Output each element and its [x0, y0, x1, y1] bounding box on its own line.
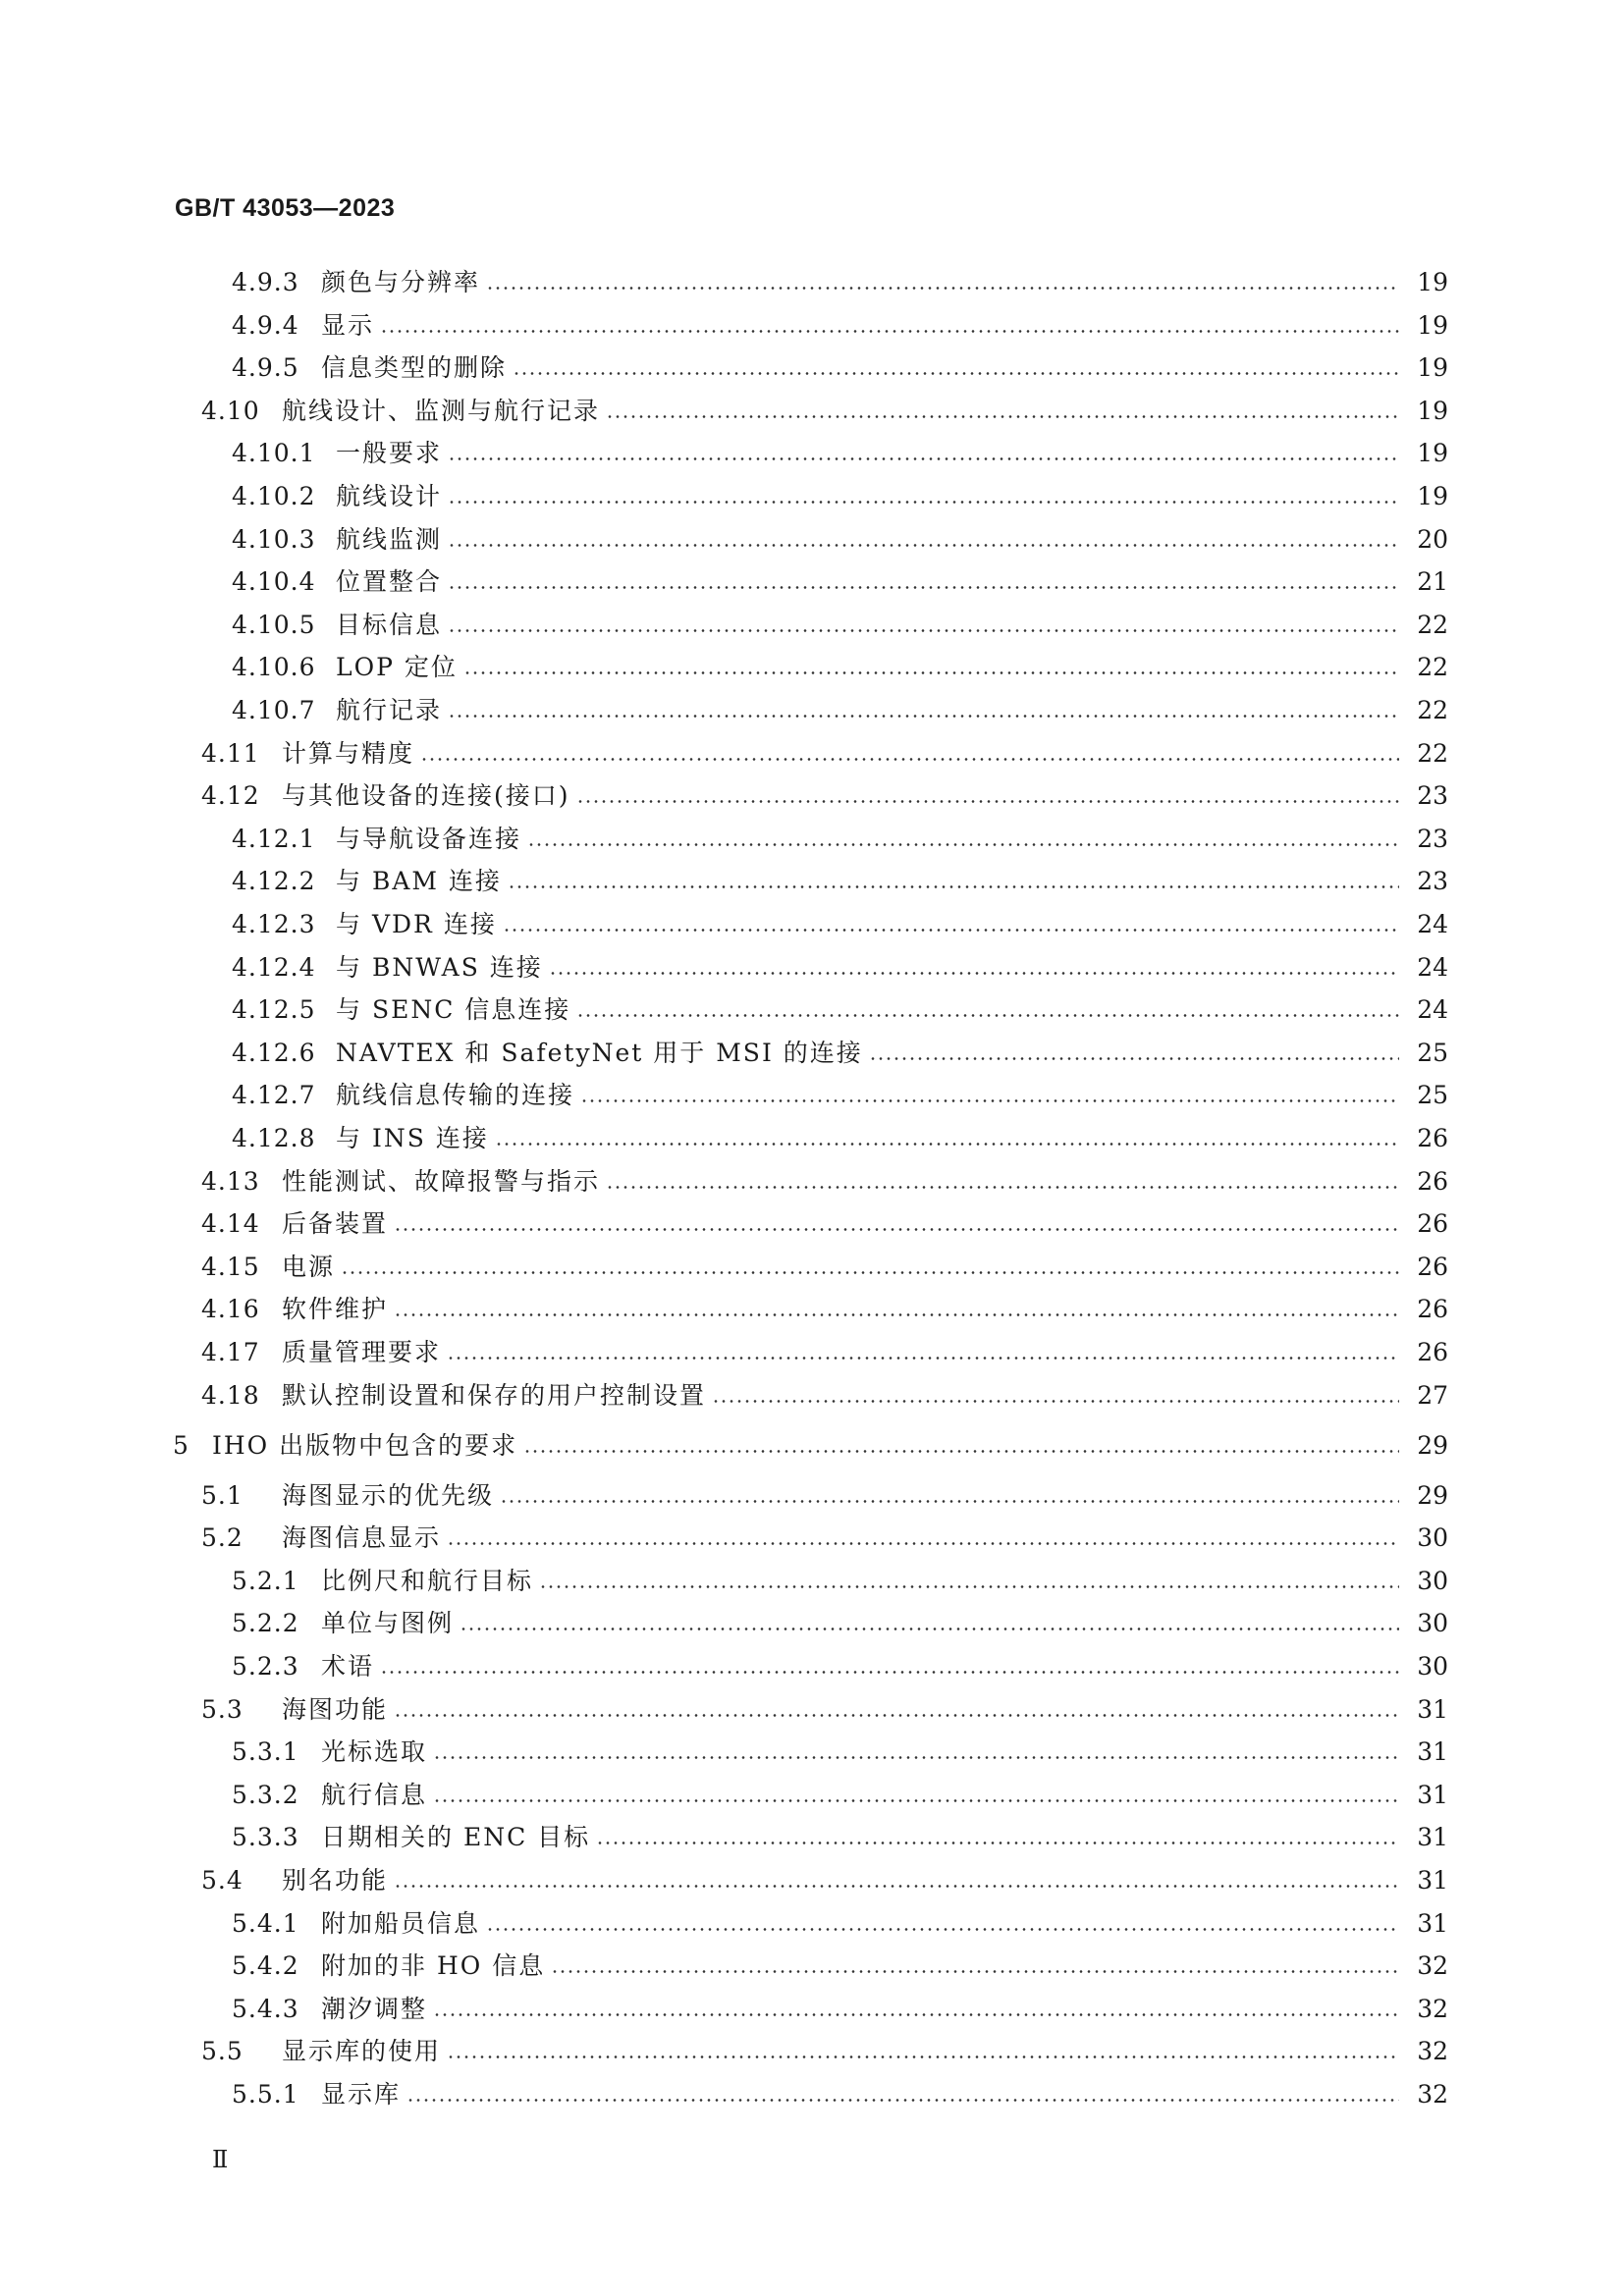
dot-leader — [463, 648, 1405, 687]
toc-entry-page: 25 — [1417, 1081, 1448, 1110]
toc-entry-page: 32 — [1417, 1951, 1448, 1981]
toc-entry-page: 32 — [1417, 2080, 1448, 2109]
toc-entry-page: 19 — [1417, 396, 1448, 425]
toc-entry-number: 4.10.7 — [232, 696, 316, 724]
dot-leader — [869, 1034, 1405, 1073]
toc-entry[interactable] — [0, 2075, 1624, 2114]
toc-entry-title: IHO 出版物中包含的要求 — [212, 1430, 518, 1460]
toc-entry-number: 4.12.4 — [232, 952, 316, 982]
toc-entry-title: 显示库 — [321, 2080, 402, 2109]
toc-entry-title: 潮汐调整 — [321, 1994, 428, 2023]
toc-entry-page: 31 — [1417, 1737, 1448, 1767]
toc-entry-number: 5 — [173, 1430, 189, 1460]
toc-entry-page: 31 — [1417, 1823, 1448, 1852]
toc-entry[interactable] — [0, 1076, 1624, 1115]
toc-entry[interactable] — [0, 520, 1624, 560]
toc-entry-page: 31 — [1417, 1908, 1448, 1938]
toc-entry-page: 30 — [1417, 1652, 1448, 1681]
dot-leader — [606, 392, 1405, 431]
toc-entry[interactable] — [0, 1690, 1624, 1730]
toc-entry-number: 5.3.2 — [232, 1780, 299, 1809]
toc-entry-title: 与其他设备的连接(接口) — [282, 781, 570, 811]
toc-entry-title: 位置整合 — [336, 567, 443, 597]
toc-entry-title: 性能测试、故障报警与指示 — [282, 1166, 601, 1196]
toc-entry[interactable] — [0, 2032, 1624, 2071]
toc-entry[interactable] — [0, 1204, 1624, 1244]
toc-entry-number: 5.3.3 — [232, 1823, 299, 1852]
toc-entry[interactable] — [0, 1162, 1624, 1201]
toc-entry-page: 26 — [1417, 1295, 1448, 1324]
toc-entry[interactable] — [0, 1119, 1624, 1158]
toc-entry-number: 4.10.5 — [232, 610, 316, 639]
toc-entry-page: 30 — [1417, 1566, 1448, 1595]
toc-entry-title: 颜色与分辨率 — [321, 268, 481, 296]
toc-entry-title: 与 INS 连接 — [336, 1124, 489, 1152]
toc-entry-page: 24 — [1417, 910, 1448, 938]
dot-leader — [420, 734, 1405, 774]
toc-entry-title: 与 BNWAS 连接 — [336, 952, 543, 982]
toc-entry-number: 5.2.2 — [232, 1609, 299, 1638]
toc-entry-number: 4.9.5 — [232, 353, 299, 383]
toc-entry-title: NAVTEX 和 SafetyNet 用于 MSI 的连接 — [336, 1038, 863, 1067]
document-id: GB/T 43053—2023 — [175, 194, 396, 222]
dot-leader — [380, 306, 1405, 346]
toc-entry-number: 4.18 — [201, 1380, 260, 1410]
toc-entry-title: 默认控制设置和保存的用户控制设置 — [282, 1380, 707, 1410]
dot-leader — [712, 1376, 1405, 1415]
toc-entry-page: 30 — [1417, 1609, 1448, 1638]
dot-leader — [433, 1776, 1405, 1815]
toc-entry-page: 19 — [1417, 310, 1448, 340]
dot-leader — [486, 263, 1405, 302]
dot-leader — [341, 1248, 1405, 1287]
toc-entry[interactable] — [0, 434, 1624, 473]
toc-entry-page: 22 — [1417, 738, 1448, 768]
toc-entry-number: 4.10 — [201, 396, 260, 425]
toc-entry-page: 23 — [1417, 781, 1448, 811]
toc-entry-title: 信息类型的删除 — [321, 353, 508, 383]
dot-leader — [394, 1290, 1405, 1329]
toc-entry[interactable] — [0, 648, 1624, 687]
dot-leader — [448, 606, 1405, 645]
toc-entry-number: 5.4.1 — [232, 1908, 299, 1938]
toc-entry-page: 31 — [1417, 1866, 1448, 1895]
toc-entry-number: 5.3.1 — [232, 1737, 299, 1767]
toc-entry-number: 4.15 — [201, 1252, 260, 1281]
dot-leader — [500, 1476, 1405, 1516]
toc-entry-number: 4.12.7 — [232, 1081, 316, 1110]
toc-entry-page: 22 — [1417, 610, 1448, 639]
toc-entry-number: 4.14 — [201, 1209, 260, 1239]
toc-entry[interactable] — [0, 1248, 1624, 1287]
toc-entry[interactable] — [0, 820, 1624, 859]
toc-entry-number: 4.9.4 — [232, 310, 299, 340]
toc-entry[interactable] — [0, 1947, 1624, 1986]
toc-entry-page: 19 — [1417, 268, 1448, 296]
toc-entry[interactable] — [0, 1562, 1624, 1601]
toc-entry-title: 航行记录 — [336, 696, 443, 724]
toc-entry[interactable] — [0, 1776, 1624, 1815]
dot-leader — [576, 990, 1405, 1030]
dot-leader — [406, 2075, 1405, 2114]
toc-entry-title: 质量管理要求 — [282, 1338, 442, 1366]
dot-leader — [448, 562, 1405, 602]
toc-entry-title: 航线监测 — [336, 524, 443, 554]
toc-entry-title: 一般要求 — [336, 439, 443, 468]
dot-leader — [448, 434, 1405, 473]
dot-leader — [596, 1818, 1405, 1857]
toc-entry-page: 29 — [1417, 1480, 1448, 1510]
toc-entry-title: 航行信息 — [321, 1780, 428, 1809]
dot-leader — [606, 1162, 1405, 1201]
dot-leader — [447, 2032, 1405, 2071]
toc-entry-title: 附加的非 HO 信息 — [321, 1951, 546, 1981]
toc-entry-title: 海图显示的优先级 — [282, 1480, 495, 1510]
toc-entry-title: LOP 定位 — [336, 653, 458, 682]
toc-entry[interactable] — [0, 1333, 1624, 1372]
toc-entry-number: 4.10.2 — [232, 482, 316, 510]
dot-leader — [394, 1861, 1405, 1900]
toc-entry-page: 32 — [1417, 2037, 1448, 2066]
toc-entry-page: 19 — [1417, 439, 1448, 468]
toc-entry-title: 航线设计、监测与航行记录 — [282, 396, 601, 425]
toc-entry-number: 4.17 — [201, 1338, 260, 1366]
dot-leader — [549, 948, 1405, 988]
toc-entry-page: 26 — [1417, 1209, 1448, 1239]
toc-entry[interactable] — [0, 1604, 1624, 1643]
toc-entry-page: 26 — [1417, 1252, 1448, 1281]
toc-entry-page: 32 — [1417, 1994, 1448, 2023]
toc-entry-number: 5.4.2 — [232, 1951, 299, 1981]
toc-entry-title: 目标信息 — [336, 610, 443, 639]
dot-leader — [433, 1733, 1405, 1772]
toc-entry-title: 计算与精度 — [282, 738, 415, 768]
toc-entry-title: 与导航设备连接 — [336, 824, 522, 853]
toc-entry-title: 软件维护 — [282, 1295, 389, 1324]
dot-leader — [448, 691, 1405, 730]
dot-leader — [576, 776, 1405, 816]
toc-entry[interactable] — [0, 1034, 1624, 1073]
toc-entry-number: 4.9.3 — [232, 268, 299, 296]
toc-entry[interactable] — [0, 1861, 1624, 1900]
toc-entry[interactable] — [0, 392, 1624, 431]
toc-entry-number: 4.12.6 — [232, 1038, 316, 1067]
page-number: Ⅱ — [212, 2146, 228, 2173]
toc-entry[interactable] — [0, 306, 1624, 346]
toc-entry-number: 4.11 — [201, 738, 260, 768]
toc-entry-page: 24 — [1417, 995, 1448, 1025]
toc-entry-page: 25 — [1417, 1038, 1448, 1067]
toc-entry-number: 5.2.1 — [232, 1566, 299, 1595]
toc-entry-title: 单位与图例 — [321, 1609, 455, 1638]
toc-entry[interactable] — [0, 1733, 1624, 1772]
dot-leader — [539, 1562, 1405, 1601]
dot-leader — [580, 1076, 1405, 1115]
toc-entry-page: 22 — [1417, 653, 1448, 682]
toc-entry[interactable] — [0, 477, 1624, 516]
toc-entry-title: 比例尺和航行目标 — [321, 1566, 534, 1595]
toc-entry-title: 显示 — [321, 310, 375, 340]
toc-entry[interactable] — [0, 990, 1624, 1030]
toc-entry-number: 4.12.5 — [232, 995, 316, 1025]
toc-entry-number: 5.4 — [201, 1866, 244, 1895]
toc-entry-title: 与 BAM 连接 — [336, 867, 502, 896]
toc-entry-page: 26 — [1417, 1124, 1448, 1152]
dot-leader — [513, 348, 1405, 388]
toc-entry[interactable] — [0, 691, 1624, 730]
toc-entry-number: 4.12.8 — [232, 1124, 316, 1152]
toc-entry-page: 23 — [1417, 867, 1448, 896]
toc-entry[interactable] — [0, 862, 1624, 901]
toc-entry-title: 海图功能 — [282, 1694, 389, 1724]
toc-entry-number: 4.10.3 — [232, 524, 316, 554]
toc-entry-number: 4.10.1 — [232, 439, 316, 468]
toc-entry[interactable] — [0, 905, 1624, 944]
dot-leader — [448, 477, 1405, 516]
toc-entry-page: 31 — [1417, 1694, 1448, 1724]
toc-entry-page: 29 — [1417, 1430, 1448, 1460]
toc-entry[interactable] — [0, 1990, 1624, 2029]
dot-leader — [394, 1204, 1405, 1244]
toc-entry[interactable] — [0, 1519, 1624, 1558]
toc-entry-title: 电源 — [282, 1252, 336, 1281]
toc-entry-number: 5.5 — [201, 2037, 244, 2066]
toc-entry-number: 4.12 — [201, 781, 260, 811]
dot-leader — [394, 1690, 1405, 1730]
toc-entry-number: 4.10.6 — [232, 653, 316, 682]
toc-entry-page: 22 — [1417, 696, 1448, 724]
toc-entry-page: 23 — [1417, 824, 1448, 853]
toc-entry-title: 航线设计 — [336, 482, 443, 510]
toc-entry-number: 5.1 — [201, 1480, 244, 1510]
toc-entry[interactable] — [0, 1818, 1624, 1857]
dot-leader — [508, 862, 1405, 901]
toc-entry-title: 航线信息传输的连接 — [336, 1081, 575, 1110]
dot-leader — [433, 1990, 1405, 2029]
toc-entry[interactable] — [0, 776, 1624, 816]
toc-entry-title: 术语 — [321, 1652, 375, 1681]
toc-entry-number: 4.12.2 — [232, 867, 316, 896]
toc-entry-number: 5.3 — [201, 1694, 244, 1724]
toc-entry-page: 24 — [1417, 952, 1448, 982]
toc-entry-title: 日期相关的 ENC 目标 — [321, 1823, 591, 1852]
dot-leader — [503, 905, 1405, 944]
toc-entry[interactable] — [0, 1290, 1624, 1329]
toc-entry[interactable] — [0, 1376, 1624, 1415]
toc-entry[interactable] — [0, 1647, 1624, 1686]
toc-entry-page: 26 — [1417, 1338, 1448, 1366]
toc-entry[interactable] — [0, 348, 1624, 388]
toc-entry-title: 与 VDR 连接 — [336, 910, 497, 938]
toc-entry-title: 显示库的使用 — [282, 2037, 442, 2066]
toc-entry[interactable] — [0, 948, 1624, 988]
toc-entry-number: 4.12.3 — [232, 910, 316, 938]
toc-entry-page: 20 — [1417, 524, 1448, 554]
toc-entry-number: 5.2 — [201, 1523, 244, 1553]
toc-entry-number: 4.12.1 — [232, 824, 316, 853]
toc-entry-title: 附加船员信息 — [321, 1908, 481, 1938]
toc-entry[interactable] — [0, 562, 1624, 602]
toc-entry-title: 与 SENC 信息连接 — [336, 995, 571, 1025]
dot-leader — [551, 1947, 1405, 1986]
toc-entry[interactable] — [0, 606, 1624, 645]
toc-entry[interactable] — [0, 1426, 1624, 1466]
toc-entry-number: 5.5.1 — [232, 2080, 299, 2109]
dot-leader — [486, 1904, 1405, 1944]
toc-entry-page: 30 — [1417, 1523, 1448, 1553]
toc-entry-number: 5.4.3 — [232, 1994, 299, 2023]
toc-entry[interactable] — [0, 734, 1624, 774]
toc-entry-number: 4.10.4 — [232, 567, 316, 597]
dot-leader — [447, 1519, 1405, 1558]
toc-entry-page: 19 — [1417, 482, 1448, 510]
toc-entry[interactable] — [0, 263, 1624, 302]
toc-entry-number: 5.2.3 — [232, 1652, 299, 1681]
toc-entry[interactable] — [0, 1476, 1624, 1516]
toc-entry-page: 27 — [1417, 1380, 1448, 1410]
dot-leader — [448, 520, 1405, 560]
dot-leader — [523, 1426, 1405, 1466]
toc-entry-page: 31 — [1417, 1780, 1448, 1809]
dot-leader — [460, 1604, 1405, 1643]
toc-entry-page: 19 — [1417, 353, 1448, 383]
toc-entry[interactable] — [0, 1904, 1624, 1944]
toc-entry-page: 26 — [1417, 1166, 1448, 1196]
dot-leader — [380, 1647, 1405, 1686]
dot-leader — [447, 1333, 1405, 1372]
dot-leader — [527, 820, 1405, 859]
dot-leader — [495, 1119, 1405, 1158]
toc-entry-number: 4.16 — [201, 1295, 260, 1324]
toc-entry-title: 光标选取 — [321, 1737, 428, 1767]
toc-entry-title: 后备装置 — [282, 1209, 389, 1239]
toc-entry-page: 21 — [1417, 567, 1448, 597]
toc-entry-title: 海图信息显示 — [282, 1523, 442, 1553]
toc-entry-title: 别名功能 — [282, 1866, 389, 1895]
toc-entry-number: 4.13 — [201, 1166, 260, 1196]
